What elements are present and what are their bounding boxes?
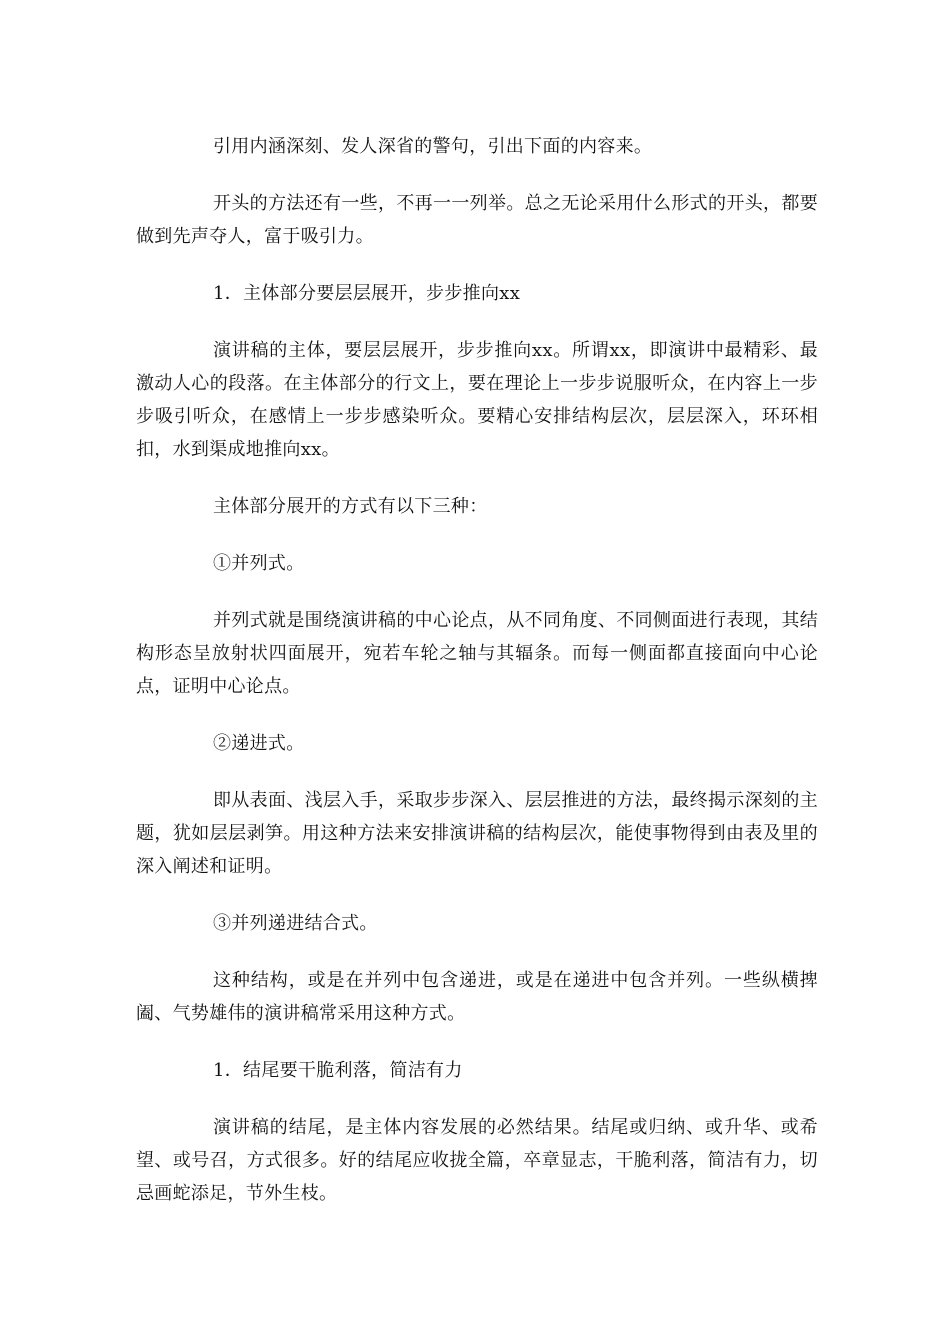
paragraph-main-body: 演讲稿的主体，要层层展开，步步推向xx。所谓xx，即演讲中最精彩、最激动人心的段落。在主体部分的行文上，要在理论上一步步说服听众，在内容上一步步吸引听众，在感情上一步步感染听众。要精心安排结构层次，层层深入，环环相扣，水到渠成地推向xx。 xyxy=(136,340,818,460)
paragraph-opening-methods: 开头的方法还有一些，不再一一列举。总之无论采用什么形式的开头，都要做到先声夺人，富于吸引力。 xyxy=(136,193,818,247)
paragraph-three-methods: 主体部分展开的方式有以下三种： xyxy=(213,496,488,517)
heading-main-body: 1．主体部分要层层展开，步步推向xx xyxy=(213,283,521,304)
paragraph-progressive: 即从表面、浅层入手，采取步步深入、层层推进的方法，最终揭示深刻的主题，犹如层层剥笋。用这种方法来安排演讲稿的结构层次，能使事物得到由表及里的深入阐述和证明。 xyxy=(136,790,818,877)
paragraph-quote-intro: 引用内涵深刻、发人深省的警句，引出下面的内容来。 xyxy=(213,136,653,157)
heading-parallel: ①并列式。 xyxy=(213,553,305,574)
document-body xyxy=(136,130,818,1234)
paragraph-parallel: 并列式就是围绕演讲稿的中心论点，从不同角度、不同侧面进行表现，其结构形态呈放射状四面展开，宛若车轮之轴与其辐条。而每一侧面都直接面向中心论点，证明中心论点。 xyxy=(136,610,818,697)
heading-ending: 1．结尾要干脆利落，简洁有力 xyxy=(213,1060,463,1081)
heading-combined: ③并列递进结合式。 xyxy=(213,913,378,934)
paragraph-combined: 这种结构，或是在并列中包含递进，或是在递进中包含并列。一些纵横捭阖、气势雄伟的演讲稿常采用这种方式。 xyxy=(136,970,818,1024)
paragraph-ending: 演讲稿的结尾，是主体内容发展的必然结果。结尾或归纳、或升华、或希望、或号召，方式很多。好的结尾应收拢全篇，卒章显志，干脆利落，简洁有力，切忌画蛇添足，节外生枝。 xyxy=(136,1117,818,1204)
heading-progressive: ②递进式。 xyxy=(213,733,305,754)
